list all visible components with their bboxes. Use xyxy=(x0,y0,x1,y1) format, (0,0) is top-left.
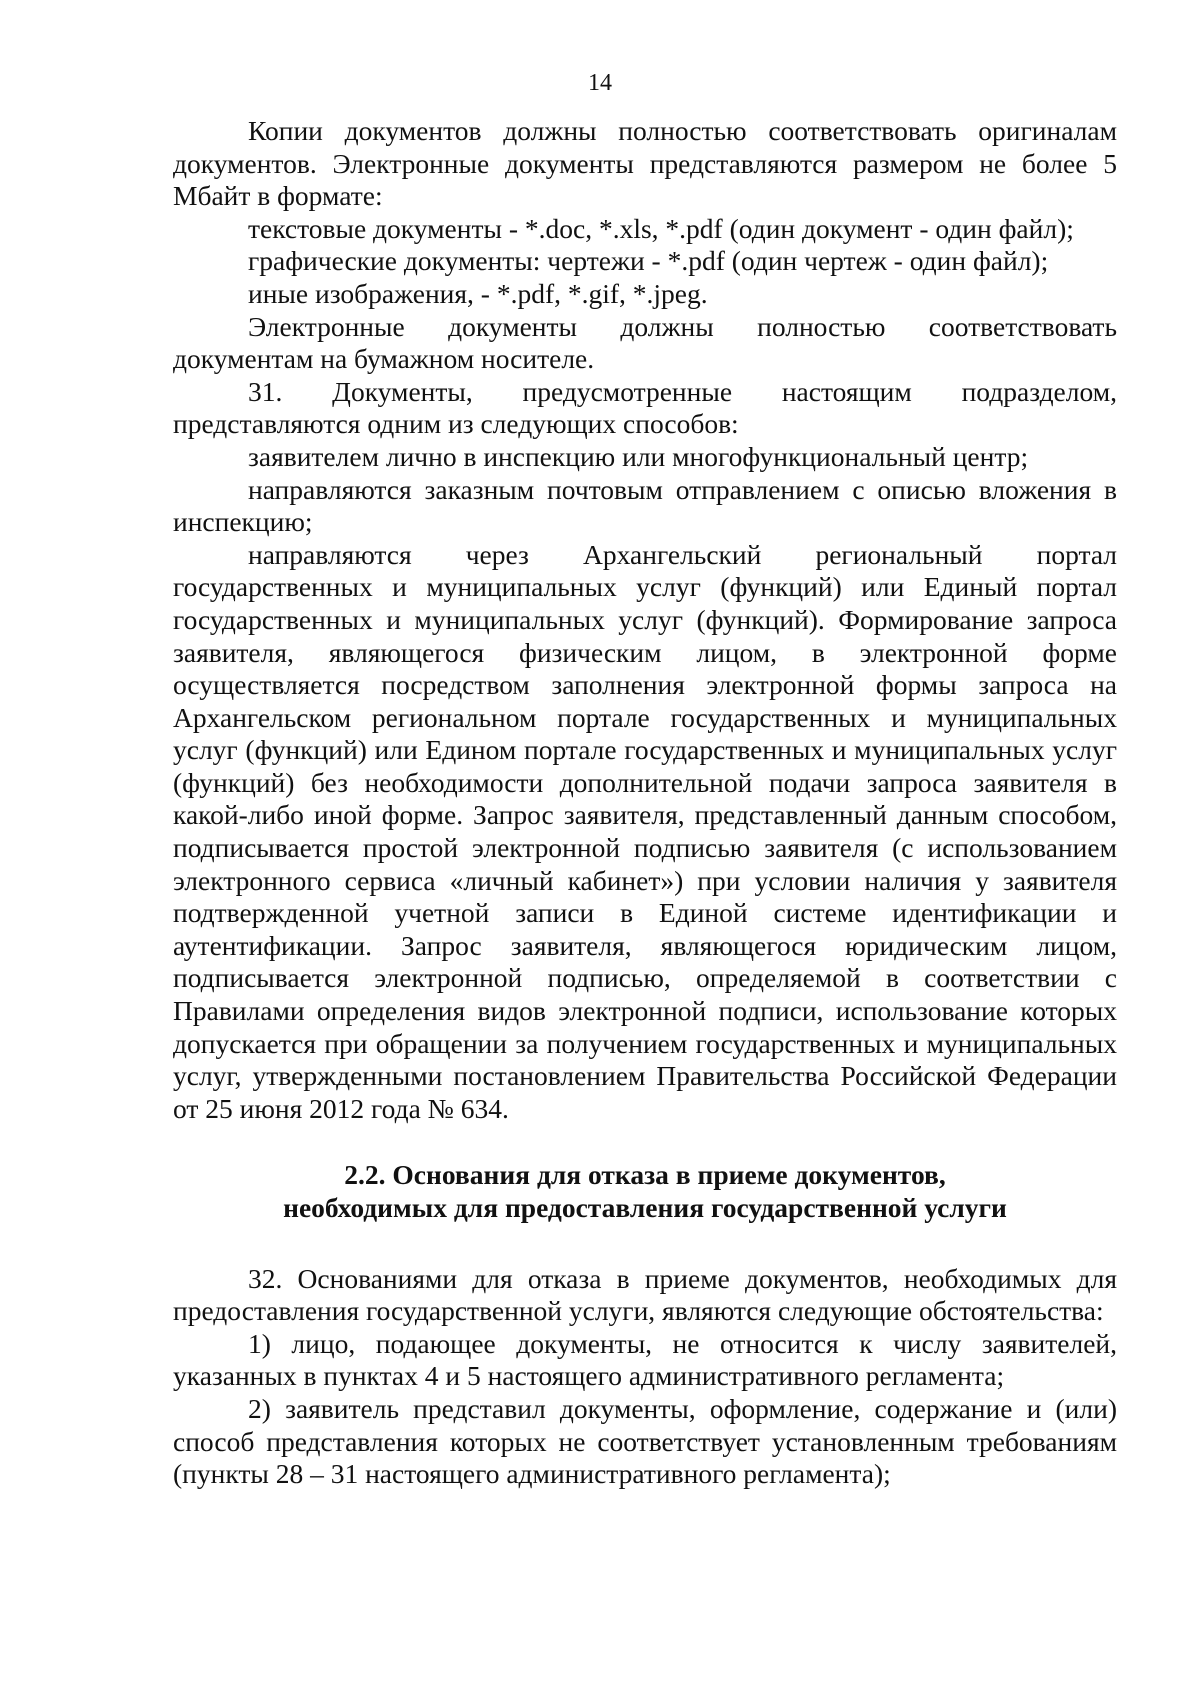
paragraph-graphic-docs: графические документы: чертежи - *.pdf (один чертеж - один файл); xyxy=(248,245,1049,277)
paragraph-copies: Копии документов должны полностью соответствовать оригиналам документов. Электронные документы представляются размером не более 5 Мбайт в формате: xyxy=(173,115,1117,212)
section-heading-line-2: необходимых для предоставления государственной услуги xyxy=(283,1192,1007,1223)
paragraph-images: иные изображения, - *.pdf, *.gif, *.jpeg. xyxy=(248,277,708,309)
paragraph-32-item-2: 2) заявитель представил документы, оформление, содержание и (или) способ представления которых не соответствует установленным требованиям (пункты 28 – 31 настоящего административного регламента); xyxy=(173,1392,1117,1490)
page-number: 14 xyxy=(588,70,612,96)
paragraph-by-mail: направляются заказным почтовым отправлением с описью вложения в инспекцию; xyxy=(173,473,1117,538)
paragraph-via-portal: направляются через Архангельский региональный портал государственных и муниципальных услуг (функций) или Единый портал государственных и муниципальных услуг (функций). Формирование запроса заявителя, являющегося физическим лицом, в электронной форме осуществляется посредством заполнения электронной формы запроса на Архангельском региональном портале государственных и муниципальных услуг (функций) или Едином портале государственных и муниципальных услуг (функций) без необходимости дополнительной подачи запроса заявителя в какой-либо иной форме. Запрос заявителя, представленный данным способом, подписывается простой электронной подписью заявителя (с использованием электронного сервиса «личный кабинет») при условии наличия у заявителя подтвержденной учетной записи в Единой системе идентификации и аутентификации. Запрос заявителя, являющегося юридическим лицом, подписывается электронной подписью, определяемой в соответствии с Правилами определения видов электронной подписи, использование которых допускается при обращении за получением государственных и муниципальных услуг, утвержденными постановлением Правительства Российской Федерации от 25 июня 2012 года № 634. xyxy=(173,538,1117,1124)
section-heading xyxy=(173,1159,1117,1224)
paragraph-31: 31. Документы, предусмотренные настоящим подразделом, представляются одним из следующих способов: xyxy=(173,375,1117,440)
paragraph-32-item-1: 1) лицо, подающее документы, не относится к числу заявителей, указанных в пунктах 4 и 5 настоящего административного регламента; xyxy=(173,1327,1117,1392)
section-heading-line-1: 2.2. Основания для отказа в приеме документов, xyxy=(344,1159,946,1191)
paragraph-32: 32. Основаниями для отказа в приеме документов, необходимых для предоставления государственной услуги, являются следующие обстоятельства: xyxy=(173,1262,1117,1327)
paragraph-in-person: заявителем лично в инспекцию или многофункциональный центр; xyxy=(248,440,1029,472)
document-body xyxy=(173,115,1117,1491)
paragraph-text-docs: текстовые документы - *.doc, *.xls, *.pdf (один документ - один файл); xyxy=(248,212,1074,244)
paragraph-electronic-docs: Электронные документы должны полностью соответствовать документам на бумажном носителе. xyxy=(173,310,1117,375)
